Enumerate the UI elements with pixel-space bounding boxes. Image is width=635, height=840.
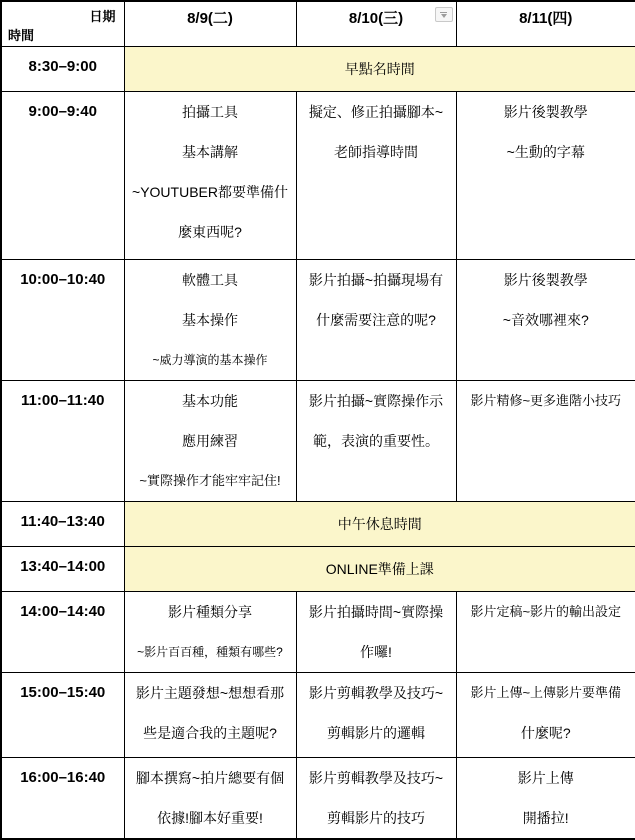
cell-line: 依據!腳本好重要! (157, 810, 263, 826)
cell-line: 影片上傳 (517, 770, 574, 786)
cell-line: 作囉! (360, 644, 392, 660)
cell-line: 基本功能 (182, 393, 238, 409)
header-row (1, 1, 635, 47)
cell-line: 影片後製教學 (503, 104, 588, 120)
day-header-label: 8/9(二) (187, 10, 233, 27)
table-row (1, 592, 635, 673)
filter-dropdown-button[interactable] (435, 7, 453, 22)
time-cell[interactable]: 9:00–9:40 (1, 92, 124, 260)
cell-line: 基本操作 (182, 312, 238, 328)
cell-line: 剪輯影片的邏輯 (327, 725, 425, 741)
schedule-cell[interactable] (296, 592, 456, 673)
cell-line: 影片主題發想~想想看那 (135, 685, 285, 701)
time-cell[interactable]: 16:00–16:40 (1, 758, 124, 840)
cell-line: ~YOUTUBER都要準備什 (132, 184, 288, 200)
cell-line: 影片定稿~影片的輸出設定 (470, 604, 622, 619)
time-cell[interactable]: 14:00–14:40 (1, 592, 124, 673)
time-cell[interactable]: 13:40–14:00 (1, 547, 124, 592)
cell-line: 影片後製教學 (503, 272, 588, 288)
highlight-span-cell[interactable]: ONLINE準備上課 (124, 547, 635, 592)
table-row (1, 758, 635, 840)
time-cell[interactable]: 11:00–11:40 (1, 381, 124, 502)
cell-line: 些是適合我的主題呢? (143, 725, 277, 741)
corner-date-label: 日期 (89, 9, 116, 24)
cell-line: 影片剪輯教學及技巧~ (308, 685, 444, 701)
cell-line: 什麼呢? (520, 725, 571, 741)
cell-line: 老師指導時間 (334, 144, 418, 160)
schedule-cell[interactable] (296, 92, 456, 260)
table-row (1, 502, 635, 547)
cell-line: ~音效哪裡來? (502, 312, 589, 328)
cell-line: ~威力導演的基本操作 (152, 353, 268, 367)
cell-line: 什麼需要注意的呢? (316, 312, 436, 328)
cell-line: ~實際操作才能牢牢記住! (139, 473, 281, 488)
sort-dropdown-arrow-icon (440, 12, 447, 18)
schedule-cell[interactable] (296, 381, 456, 502)
day-header-wed[interactable] (296, 1, 456, 47)
schedule-cell[interactable] (456, 592, 635, 673)
schedule-cell[interactable] (124, 381, 296, 502)
schedule-cell[interactable] (296, 260, 456, 381)
cell-line: 基本講解 (182, 144, 238, 160)
schedule-cell[interactable] (124, 260, 296, 381)
table-row (1, 673, 635, 758)
table-row (1, 47, 635, 92)
schedule-cell[interactable] (124, 592, 296, 673)
cell-line: 開播拉! (522, 810, 569, 826)
cell-line: 麼東西呢? (178, 224, 242, 240)
time-cell[interactable]: 10:00–10:40 (1, 260, 124, 381)
table-row (1, 92, 635, 260)
cell-line: 範，表演的重要性。 (313, 433, 439, 449)
schedule-cell[interactable] (296, 758, 456, 840)
cell-line: ~影片百百種，種類有哪些? (137, 645, 283, 659)
schedule-cell[interactable] (456, 92, 635, 260)
highlight-span-cell[interactable]: 中午休息時間 (124, 502, 635, 547)
schedule-cell[interactable] (296, 673, 456, 758)
table-row (1, 381, 635, 502)
cell-line: 拍攝工具 (182, 104, 238, 120)
cell-line: 影片拍攝~拍攝現場有 (308, 272, 444, 288)
schedule-cell[interactable] (456, 260, 635, 381)
highlight-span-cell[interactable]: 早點名時間 (124, 47, 635, 92)
table-row (1, 260, 635, 381)
time-cell[interactable]: 15:00–15:40 (1, 673, 124, 758)
schedule-cell[interactable] (124, 673, 296, 758)
cell-line: 影片拍攝時間~實際操 (308, 604, 444, 620)
schedule-cell[interactable] (124, 92, 296, 260)
cell-line: 擬定、修正拍攝腳本~ (308, 104, 444, 120)
cell-line: 影片種類分享 (168, 604, 252, 620)
cell-line: 影片上傳~上傳影片要準備 (470, 685, 622, 700)
cell-line: 影片剪輯教學及技巧~ (308, 770, 444, 786)
day-header-label: 8/11(四) (519, 10, 573, 27)
schedule-cell[interactable] (456, 381, 635, 502)
cell-line: 剪輯影片的技巧 (327, 810, 425, 826)
day-header-label: 8/10(三) (348, 10, 404, 27)
schedule-cell[interactable] (456, 758, 635, 840)
cell-line: ~生動的字幕 (506, 144, 585, 160)
table-row (1, 547, 635, 592)
day-header-tue[interactable] (124, 1, 296, 47)
corner-time-label: 時間 (8, 28, 35, 43)
corner-cell[interactable] (1, 1, 124, 47)
cell-line: 影片精修~更多進階小技巧 (470, 393, 622, 408)
cell-line: 腳本撰寫~拍片總要有個 (135, 770, 285, 786)
cell-line: 軟體工具 (182, 272, 238, 288)
schedule-cell[interactable] (124, 758, 296, 840)
day-header-thu[interactable] (456, 1, 635, 47)
time-cell[interactable]: 11:40–13:40 (1, 502, 124, 547)
schedule-cell[interactable] (456, 673, 635, 758)
time-cell[interactable]: 8:30–9:00 (1, 47, 124, 92)
cell-line: 影片拍攝~實際操作示 (308, 393, 444, 409)
cell-line: 應用練習 (182, 433, 238, 449)
